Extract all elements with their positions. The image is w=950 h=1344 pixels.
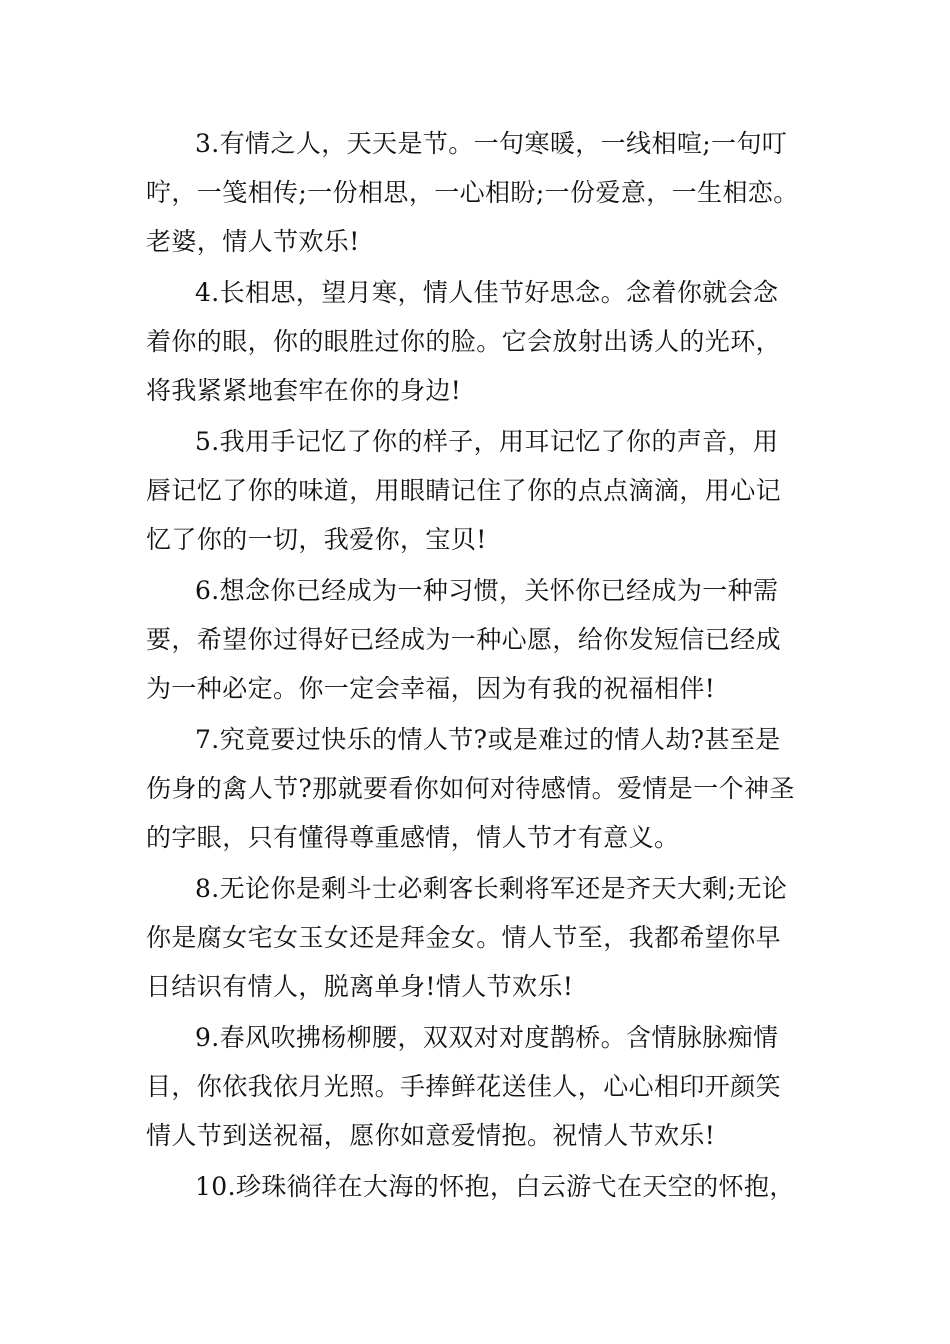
- paragraph-line: 10.珍珠徜徉在大海的怀抱，白云游弋在天空的怀抱，: [195, 1172, 795, 1201]
- paragraph-10: [146, 1171, 826, 1221]
- paragraph-7: [146, 724, 826, 873]
- paragraph-line: 要，希望你过得好已经成为一种心愿，给你发短信已经成: [146, 625, 782, 654]
- document-body: [146, 128, 826, 1221]
- paragraph-line: 5.我用手记忆了你的样子，用耳记忆了你的声音，用: [195, 427, 779, 456]
- paragraph-5: [146, 426, 826, 575]
- paragraph-line: 4.长相思，望月寒，情人佳节好思念。念着你就会念: [195, 278, 779, 307]
- paragraph-6: [146, 575, 826, 724]
- paragraph-line: 为一种必定。你一定会幸福，因为有我的祝福相伴!: [146, 674, 716, 703]
- paragraph-4: [146, 277, 826, 426]
- paragraph-line: 着你的眼，你的眼胜过你的脸。它会放射出诱人的光环，: [146, 327, 782, 356]
- paragraph-line: 8.无论你是剩斗士必剩客长剩将军还是齐天大剩;无论: [195, 874, 788, 903]
- paragraph-3: [146, 128, 826, 277]
- paragraph-line: 咛，一笺相传;一份相思，一心相盼;一份爱意，一生相恋。: [146, 178, 799, 207]
- paragraph-line: 忆了你的一切，我爱你，宝贝!: [146, 525, 487, 554]
- paragraph-line: 日结识有情人，脱离单身!情人节欢乐!: [146, 972, 574, 1001]
- paragraph-line: 的字眼，只有懂得尊重感情，情人节才有意义。: [146, 823, 680, 852]
- paragraph-line: 老婆，情人节欢乐!: [146, 227, 360, 256]
- paragraph-line: 9.春风吹拂杨柳腰，双双对对度鹊桥。含情脉脉痴情: [195, 1023, 779, 1052]
- paragraph-line: 你是腐女宅女玉女还是拜金女。情人节至，我都希望你早: [146, 923, 782, 952]
- paragraph-line: 7.究竟要过快乐的情人节?或是难过的情人劫?甚至是: [195, 725, 781, 754]
- paragraph-8: [146, 873, 826, 1022]
- paragraph-line: 伤身的禽人节?那就要看你如何对待感情。爱情是一个神圣: [146, 774, 795, 803]
- paragraph-line: 唇记忆了你的味道，用眼睛记住了你的点点滴滴，用心记: [146, 476, 782, 505]
- paragraph-9: [146, 1022, 826, 1171]
- paragraph-line: 目，你依我依月光照。手捧鲜花送佳人，心心相印开颜笑: [146, 1072, 782, 1101]
- paragraph-line: 3.有情之人，天天是节。一句寒暖，一线相喧;一句叮: [195, 129, 788, 158]
- paragraph-line: 6.想念你已经成为一种习惯，关怀你已经成为一种需: [195, 576, 779, 605]
- paragraph-line: 情人节到送祝福，愿你如意爱情抱。祝情人节欢乐!: [146, 1121, 716, 1150]
- paragraph-line: 将我紧紧地套牢在你的身边!: [146, 376, 462, 405]
